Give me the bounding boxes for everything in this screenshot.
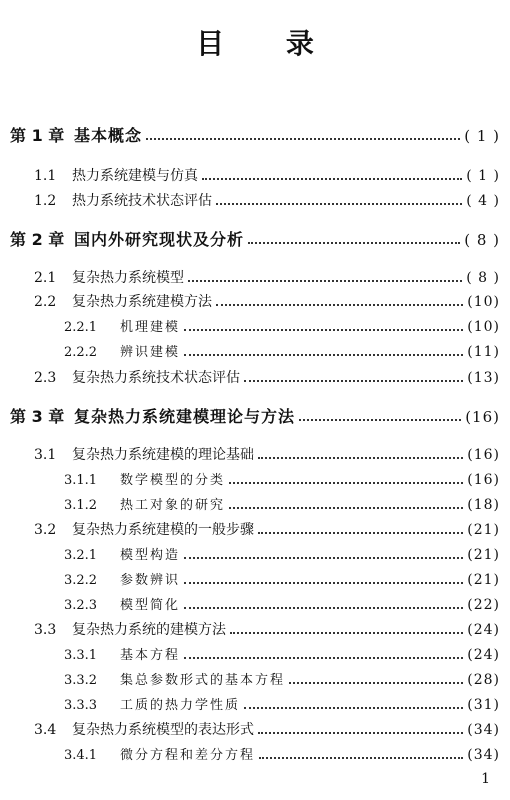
toc-entry-page: (16) — [467, 472, 500, 488]
toc-entry-subsection[interactable] — [64, 568, 500, 592]
dot-leader — [229, 481, 463, 484]
toc-entry-number: 1.1 — [34, 168, 57, 184]
toc-entry-subsection[interactable] — [64, 468, 500, 492]
dot-leader — [259, 756, 463, 759]
dot-leader — [216, 202, 462, 205]
toc-entry-section[interactable] — [34, 618, 500, 642]
toc-entry-number: 第 2 章 — [10, 230, 65, 249]
toc-entry-number: 2.2.1 — [64, 320, 98, 335]
toc-entry-page: (10) — [467, 319, 500, 335]
toc-entry-page: (34) — [467, 722, 500, 738]
dot-leader — [146, 137, 460, 140]
toc-entry-number: 3.4.1 — [64, 748, 98, 763]
toc-entry-title: 基本概念 — [74, 126, 143, 145]
toc-entry-page: (31) — [467, 697, 500, 713]
toc-entry-title: 热力系统技术状态评估 — [72, 193, 212, 209]
dot-leader — [184, 556, 463, 559]
toc-entry-section[interactable] — [34, 290, 500, 314]
toc-entry-title: 复杂热力系统的建模方法 — [72, 622, 226, 638]
toc-entry-page: ( 1 ) — [466, 168, 500, 184]
toc-entry-number: 3.1.2 — [64, 498, 98, 513]
toc-entry-subsection[interactable] — [64, 543, 500, 567]
toc-entry-number: 第 1 章 — [10, 126, 65, 145]
toc-entry-page: (28) — [467, 672, 500, 688]
toc-entry-number: 3.4 — [34, 722, 57, 738]
dot-leader — [289, 681, 463, 684]
toc-entry-number: 2.2.2 — [64, 345, 98, 360]
toc-entry-page: (11) — [467, 344, 500, 360]
dot-leader — [184, 328, 463, 331]
toc-entry-page: (21) — [467, 547, 500, 563]
dot-leader — [202, 177, 462, 180]
toc-entry-title: 模型简化 — [120, 598, 181, 613]
toc-entry-title: 参数辨识 — [120, 573, 181, 588]
toc-entry-subsection[interactable] — [64, 643, 500, 667]
dot-leader — [184, 656, 463, 659]
toc-entry-number: 3.3.3 — [64, 698, 98, 713]
toc-entry-page: ( 1 ) — [464, 127, 500, 145]
toc-entry-subsection[interactable] — [64, 340, 500, 364]
toc-entry-page: ( 8 ) — [466, 270, 500, 286]
toc-entry-title: 国内外研究现状及分析 — [74, 230, 245, 249]
toc-entry-chapter[interactable] — [10, 228, 500, 252]
dot-leader — [184, 581, 463, 584]
dot-leader — [244, 379, 463, 382]
toc-entry-number: 2.2 — [34, 294, 57, 310]
toc-entry-subsection[interactable] — [64, 493, 500, 517]
toc-entry-section[interactable] — [34, 366, 500, 390]
dot-leader — [229, 506, 463, 509]
toc-entry-title: 工质的热力学性质 — [120, 698, 241, 713]
toc-entry-page: (16) — [467, 447, 500, 463]
toc-entry-number: 3.3 — [34, 622, 57, 638]
toc-entry-title: 复杂热力系统建模方法 — [72, 294, 212, 310]
dot-leader — [216, 303, 463, 306]
toc-entry-subsection[interactable] — [64, 668, 500, 692]
toc-entry-number: 3.3.1 — [64, 648, 98, 663]
toc-entry-number: 第 3 章 — [10, 407, 65, 426]
toc-entry-title: 模型构造 — [120, 548, 181, 563]
dot-leader — [244, 706, 463, 709]
toc-entry-page: (16) — [465, 408, 500, 426]
toc-entry-subsection[interactable] — [64, 743, 500, 767]
toc-entry-section[interactable] — [34, 164, 500, 188]
dot-leader — [258, 731, 463, 734]
toc-entry-title: 复杂热力系统建模的一般步骤 — [72, 522, 254, 538]
dot-leader — [230, 631, 463, 634]
toc-entry-section[interactable] — [34, 266, 500, 290]
toc-entry-title: 数学模型的分类 — [120, 473, 226, 488]
toc-entry-chapter[interactable] — [10, 124, 500, 148]
toc-entry-title: 基本方程 — [120, 648, 181, 663]
toc-entry-section[interactable] — [34, 443, 500, 467]
dot-leader — [188, 279, 462, 282]
toc-entry-section[interactable] — [34, 189, 500, 213]
toc-entry-section[interactable] — [34, 518, 500, 542]
toc-entry-page: (21) — [467, 572, 500, 588]
toc-entry-number: 3.1 — [34, 447, 57, 463]
toc-entry-subsection[interactable] — [64, 593, 500, 617]
toc-entry-number: 3.2.3 — [64, 598, 98, 613]
toc-entry-page: (21) — [467, 522, 500, 538]
toc-entry-title: 集总参数形式的基本方程 — [120, 673, 286, 688]
toc-entry-number: 1.2 — [34, 193, 57, 209]
toc-entry-number: 3.3.2 — [64, 673, 98, 688]
dot-leader — [184, 353, 463, 356]
toc-entry-subsection[interactable] — [64, 693, 500, 717]
dot-leader — [299, 418, 461, 421]
toc-entry-chapter[interactable] — [10, 405, 500, 429]
dot-leader — [248, 241, 460, 244]
toc-entry-page: (34) — [467, 747, 500, 763]
toc-entry-number: 3.2 — [34, 522, 57, 538]
toc-entry-title: 微分方程和差分方程 — [120, 748, 256, 763]
toc-entry-page: (10) — [467, 294, 500, 310]
toc-entry-number: 3.2.2 — [64, 573, 98, 588]
toc-entry-page: (22) — [467, 597, 500, 613]
toc-entry-number: 2.1 — [34, 270, 57, 286]
toc-entry-title: 复杂热力系统技术状态评估 — [72, 370, 240, 386]
toc-entry-page: (24) — [467, 647, 500, 663]
toc-entry-page: (18) — [467, 497, 500, 513]
toc-entry-subsection[interactable] — [64, 315, 500, 339]
toc-entry-page: ( 4 ) — [466, 193, 500, 209]
toc-entry-title: 复杂热力系统模型 — [72, 270, 184, 286]
page-title: 目 录 — [196, 27, 340, 60]
toc-entry-section[interactable] — [34, 718, 500, 742]
toc-entry-title: 机理建模 — [120, 320, 181, 335]
toc-entry-title: 辨识建模 — [120, 345, 181, 360]
toc-entry-title: 复杂热力系统建模的理论基础 — [72, 447, 254, 463]
toc-entry-title: 复杂热力系统模型的表达形式 — [72, 722, 254, 738]
dot-leader — [258, 531, 463, 534]
page-number: 1 — [481, 771, 490, 787]
toc-entry-number: 3.2.1 — [64, 548, 98, 563]
toc-entry-number: 2.3 — [34, 370, 57, 386]
toc-entry-page: (13) — [467, 370, 500, 386]
toc-entry-title: 热工对象的研究 — [120, 498, 226, 513]
toc-entry-page: ( 8 ) — [464, 231, 500, 249]
toc-entry-title: 热力系统建模与仿真 — [72, 168, 198, 184]
toc-entry-number: 3.1.1 — [64, 473, 98, 488]
toc-entry-title: 复杂热力系统建模理论与方法 — [74, 407, 296, 426]
dot-leader — [258, 456, 463, 459]
dot-leader — [184, 606, 463, 609]
toc-entry-page: (24) — [467, 622, 500, 638]
